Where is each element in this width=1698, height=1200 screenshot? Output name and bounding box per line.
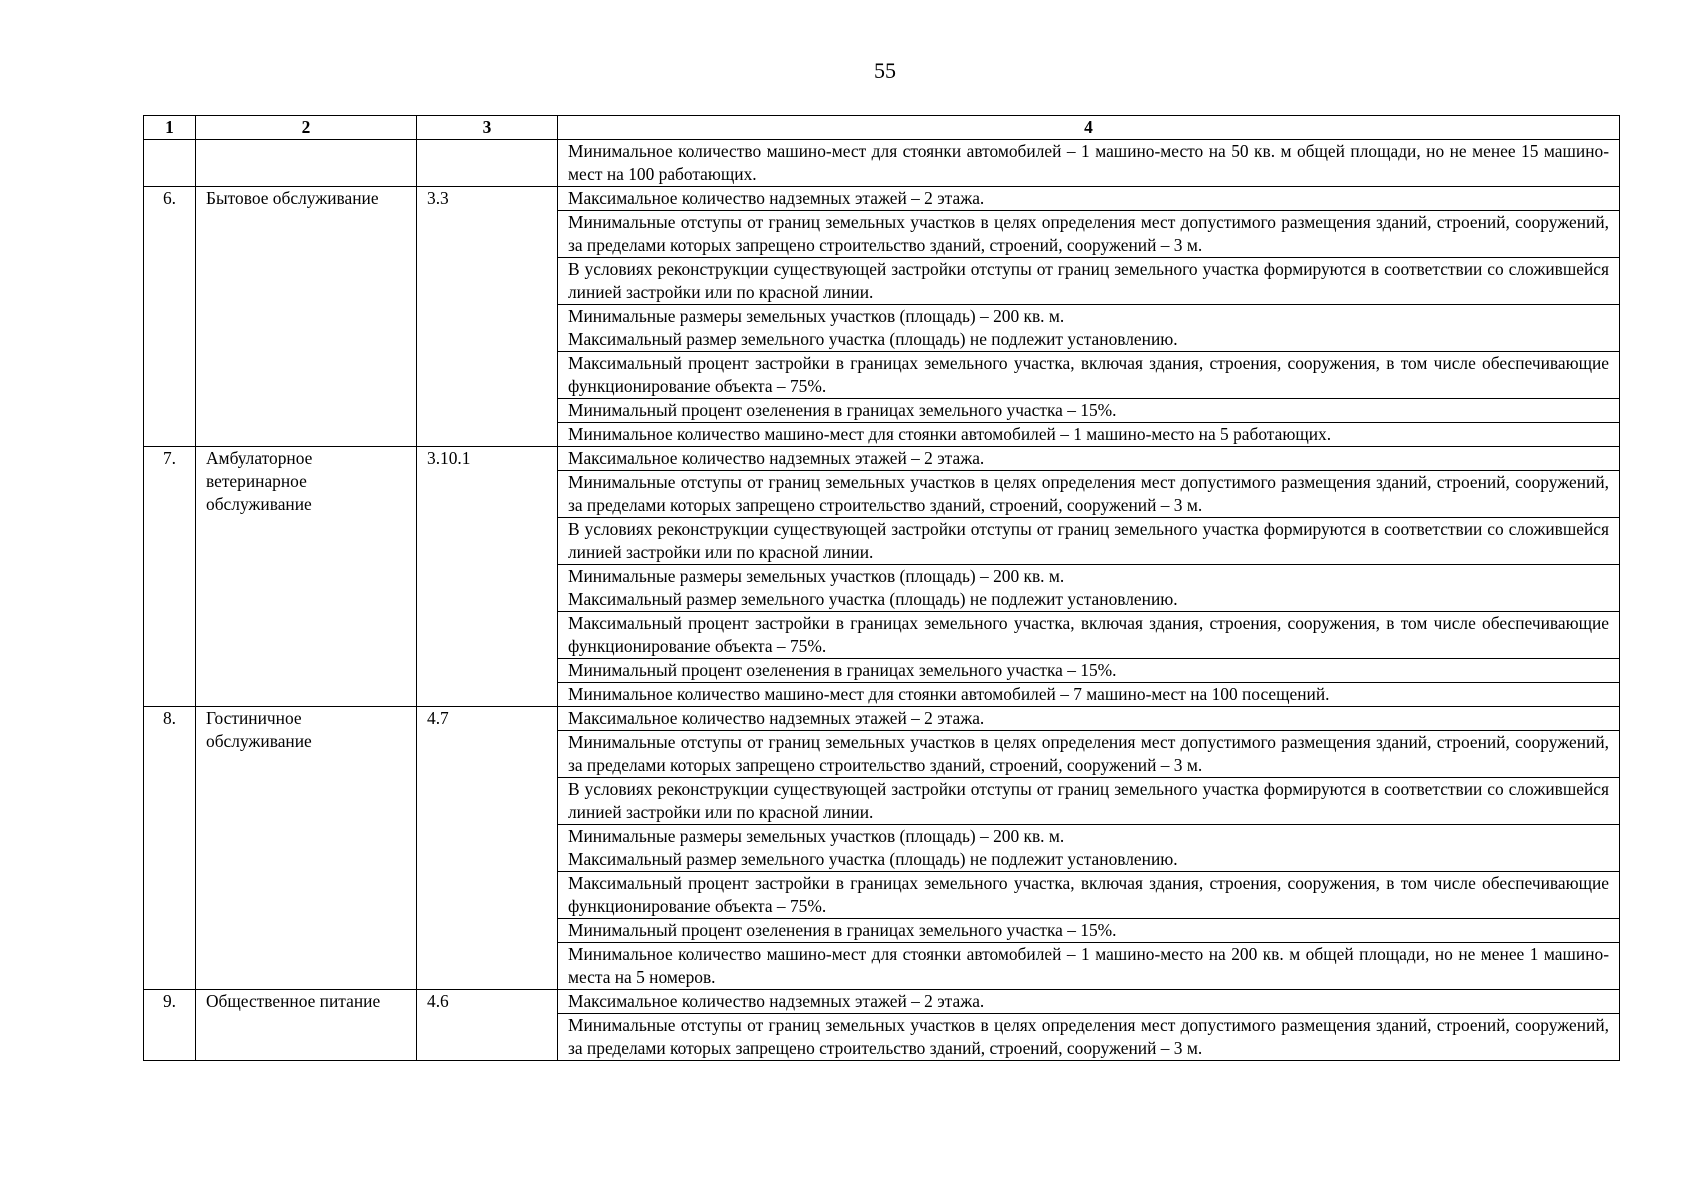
requirement-text: Минимальное количество машино-мест для стоянки автомобилей – 1 машино-место на 5 работающих.: [568, 424, 1332, 444]
row-number: 6.: [144, 187, 196, 447]
use-name: Общественное питание: [196, 990, 417, 1061]
use-code: [417, 140, 558, 187]
requirement-cell: [558, 943, 1620, 990]
use-code: 4.6: [417, 990, 558, 1061]
requirement-text: Минимальные отступы от границ земельных участков в целях определения мест допустимого размещения зданий, строений, сооружений, за пределами которых запрещено строительство зданий, строений, сооружений – 3 м.: [568, 732, 1609, 775]
requirement-cell: [558, 683, 1620, 707]
requirement-cell: [558, 399, 1620, 423]
requirement-text: Максимальное количество надземных этажей – 2 этажа.: [568, 448, 985, 468]
requirement-cell: [558, 1014, 1620, 1061]
requirement-cell: [558, 423, 1620, 447]
requirement-text: Минимальный процент озеленения в границах земельного участка – 15%.: [568, 660, 1117, 680]
requirement-text: Минимальный процент озеленения в границах земельного участка – 15%.: [568, 920, 1117, 940]
requirement-cell: [558, 518, 1620, 565]
requirement-text: Максимальный размер земельного участка (площадь) не подлежит установлению.: [568, 329, 1178, 349]
page-number: 55: [874, 58, 896, 83]
table-row: [144, 187, 1620, 211]
requirement-cell: [558, 919, 1620, 943]
requirement-cell: [558, 612, 1620, 659]
requirement-text: Максимальное количество надземных этажей – 2 этажа.: [568, 991, 985, 1011]
use-code: 3.10.1: [417, 447, 558, 707]
column-header: 1: [144, 116, 196, 140]
requirement-text: Максимальный процент застройки в границах земельного участка, включая здания, строения, сооружения, в том числе обеспечивающие функционирование объекта – 75%.: [568, 613, 1609, 656]
requirement-cell: [558, 565, 1620, 612]
requirement-text: Минимальное количество машино-мест для стоянки автомобилей – 1 машино-место на 200 кв. м общей площади, но не менее 1 машино-места на 5 номеров.: [568, 944, 1609, 987]
requirement-text: Максимальный размер земельного участка (площадь) не подлежит установлению.: [568, 589, 1178, 609]
use-code: 4.7: [417, 707, 558, 990]
requirement-cell: [558, 778, 1620, 825]
column-header: 2: [196, 116, 417, 140]
table-row: [144, 447, 1620, 471]
requirement-text: В условиях реконструкции существующей застройки отступы от границ земельного участка формируются в соответствии со сложившейся линией застройки или по красной линии.: [568, 779, 1609, 822]
column-header: 3: [417, 116, 558, 140]
requirement-cell: [558, 352, 1620, 399]
requirement-cell: [558, 471, 1620, 518]
use-name: Бытовое обслуживание: [196, 187, 417, 447]
requirement-cell: [558, 258, 1620, 305]
regulations-table: [143, 115, 1620, 1061]
requirement-text: Минимальные отступы от границ земельных участков в целях определения мест допустимого размещения зданий, строений, сооружений, за пределами которых запрещено строительство зданий, строений, сооружений – 3 м.: [568, 1015, 1609, 1058]
requirement-text: Максимальное количество надземных этажей – 2 этажа.: [568, 188, 985, 208]
requirement-cell: [558, 825, 1620, 872]
requirement-text: Максимальный размер земельного участка (площадь) не подлежит установлению.: [568, 849, 1178, 869]
requirement-cell: [558, 305, 1620, 352]
requirement-text: В условиях реконструкции существующей застройки отступы от границ земельного участка формируются в соответствии со сложившейся линией застройки или по красной линии.: [568, 519, 1609, 562]
requirement-cell: [558, 707, 1620, 731]
requirement-cell: [558, 990, 1620, 1014]
row-number: 8.: [144, 707, 196, 990]
requirement-cell: [558, 731, 1620, 778]
requirement-text: Минимальный процент озеленения в границах земельного участка – 15%.: [568, 400, 1117, 420]
row-number: [144, 140, 196, 187]
table-row: [144, 707, 1620, 731]
requirement-text: Минимальные размеры земельных участков (площадь) – 200 кв. м.: [568, 306, 1065, 326]
requirement-text: Минимальные отступы от границ земельных участков в целях определения мест допустимого размещения зданий, строений, сооружений, за пределами которых запрещено строительство зданий, строений, сооружений – 3 м.: [568, 212, 1609, 255]
requirement-cell: [558, 447, 1620, 471]
requirement-text: Максимальный процент застройки в границах земельного участка, включая здания, строения, сооружения, в том числе обеспечивающие функционирование объекта – 75%.: [568, 353, 1609, 396]
requirement-cell: [558, 211, 1620, 258]
use-name: Гостиничное обслуживание: [196, 707, 417, 990]
column-header: 4: [558, 116, 1620, 140]
requirement-cell: Минимальное количество машино-мест для стоянки автомобилей – 1 машино-место на 50 кв. м общей площади, но не менее 15 машино-мест на 100 работающих.: [558, 140, 1620, 187]
use-code: 3.3: [417, 187, 558, 447]
use-name: Амбулаторное ветеринарное обслуживание: [196, 447, 417, 707]
requirement-text: Минимальные отступы от границ земельных участков в целях определения мест допустимого размещения зданий, строений, сооружений, за пределами которых запрещено строительство зданий, строений, сооружений – 3 м.: [568, 472, 1609, 515]
requirement-text: Максимальный процент застройки в границах земельного участка, включая здания, строения, сооружения, в том числе обеспечивающие функционирование объекта – 75%.: [568, 873, 1609, 916]
use-name: [196, 140, 417, 187]
table-row: [144, 140, 1620, 187]
row-number: 9.: [144, 990, 196, 1061]
requirement-cell: [558, 187, 1620, 211]
row-number: 7.: [144, 447, 196, 707]
table-body: [144, 140, 1620, 1061]
requirement-cell: [558, 659, 1620, 683]
requirement-cell: [558, 872, 1620, 919]
table-header-row: [144, 116, 1620, 140]
table-row: [144, 990, 1620, 1014]
requirement-text: Минимальные размеры земельных участков (площадь) – 200 кв. м.: [568, 826, 1065, 846]
requirement-text: В условиях реконструкции существующей застройки отступы от границ земельного участка формируются в соответствии со сложившейся линией застройки или по красной линии.: [568, 259, 1609, 302]
requirement-text: Минимальные размеры земельных участков (площадь) – 200 кв. м.: [568, 566, 1065, 586]
requirement-text: Минимальное количество машино-мест для стоянки автомобилей – 7 машино-мест на 100 посещений.: [568, 684, 1330, 704]
requirement-text: Максимальное количество надземных этажей – 2 этажа.: [568, 708, 985, 728]
